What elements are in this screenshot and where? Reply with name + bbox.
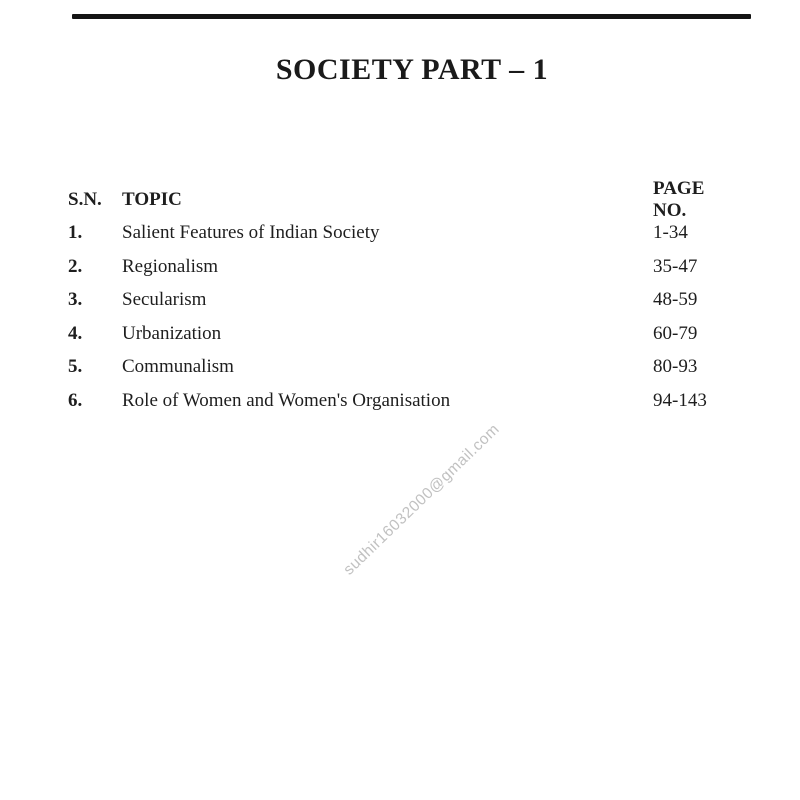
toc-header-row bbox=[68, 177, 736, 221]
row-page-range: 48-59 bbox=[653, 289, 698, 311]
row-page-range: 80-93 bbox=[653, 356, 698, 378]
table-row bbox=[68, 284, 736, 318]
row-serial-number: 4. bbox=[68, 322, 83, 344]
row-serial-number: 2. bbox=[68, 255, 83, 277]
row-topic: Salient Features of Indian Society bbox=[122, 222, 380, 244]
row-topic: Regionalism bbox=[122, 255, 219, 277]
row-topic: Role of Women and Women's Organisation bbox=[122, 389, 451, 411]
row-page-range: 60-79 bbox=[653, 322, 698, 344]
top-border-rule bbox=[72, 14, 751, 19]
table-row bbox=[68, 317, 736, 351]
row-topic: Urbanization bbox=[122, 322, 222, 344]
column-header-topic: TOPIC bbox=[122, 188, 182, 210]
row-serial-number: 3. bbox=[68, 289, 83, 311]
table-row bbox=[68, 250, 736, 284]
row-serial-number: 6. bbox=[68, 389, 83, 411]
row-page-range: 94-143 bbox=[653, 389, 707, 411]
row-page-range: 35-47 bbox=[653, 255, 698, 277]
row-page-range: 1-34 bbox=[653, 222, 688, 244]
watermark-email-text: sudhir16032000@gmail.com bbox=[340, 420, 503, 579]
column-header-page-no: PAGE NO. bbox=[653, 177, 705, 221]
toc-table bbox=[68, 177, 736, 418]
row-serial-number: 5. bbox=[68, 356, 83, 378]
table-row bbox=[68, 384, 736, 418]
table-row bbox=[68, 217, 736, 251]
row-topic: Communalism bbox=[122, 356, 234, 378]
table-row bbox=[68, 351, 736, 385]
column-header-sn: S.N. bbox=[68, 188, 102, 210]
row-serial-number: 1. bbox=[68, 222, 83, 244]
row-topic: Secularism bbox=[122, 289, 207, 311]
page-title: SOCIETY PART – 1 bbox=[275, 53, 549, 86]
